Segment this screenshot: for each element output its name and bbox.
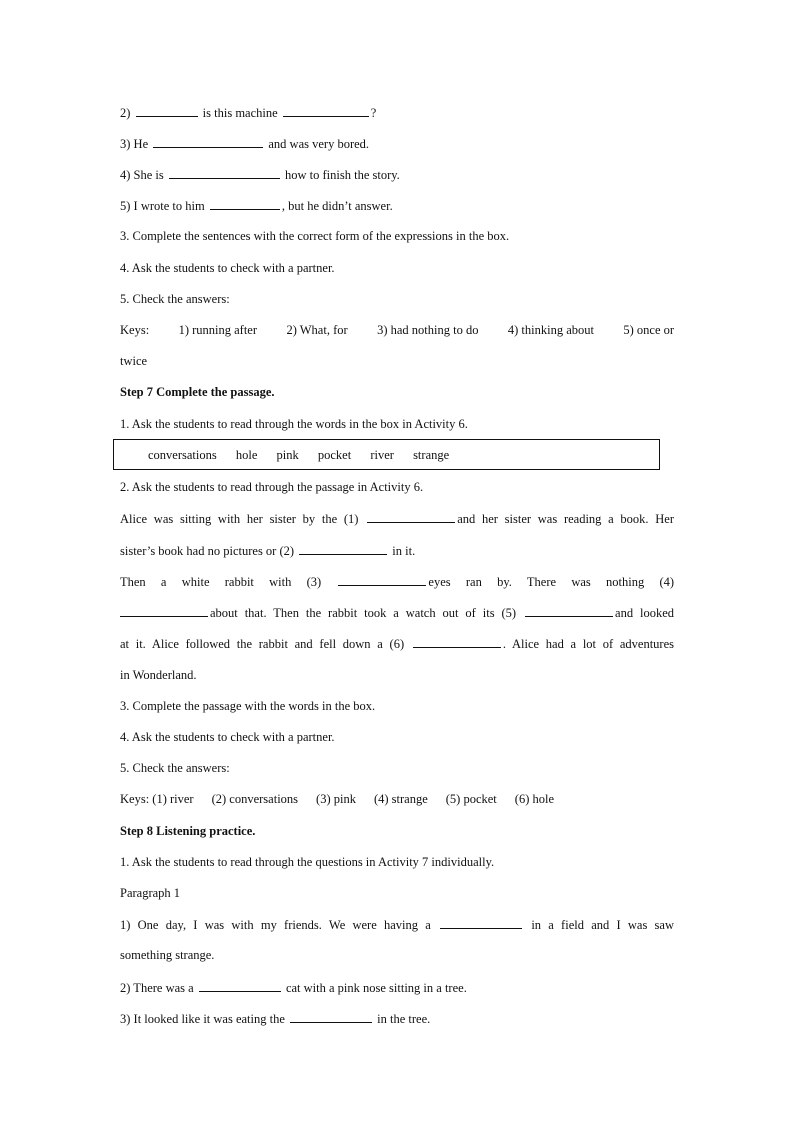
instruction: 3. Complete the passage with the words in the box. — [120, 699, 376, 713]
question-text: 3) It looked like it was eating the — [120, 1012, 285, 1026]
answer-keys-continued: twice — [120, 354, 148, 368]
answer-blank[interactable] — [199, 978, 281, 992]
key-item: (4) strange — [373, 792, 428, 806]
passage-text: about that. Then the rabbit took a watch out of its (5) — [210, 606, 517, 620]
answer-blank[interactable] — [136, 103, 198, 117]
key-item: Keys: (1) river — [120, 792, 194, 806]
question-3 — [120, 1009, 674, 1027]
passage-text: . Alice had a lot of adventures — [502, 637, 675, 651]
box-word: pocket — [317, 448, 352, 462]
passage-word: was — [571, 575, 591, 589]
question-text: 2) There was a — [120, 981, 194, 995]
instruction: 5. Check the answers: — [120, 761, 230, 775]
answer-keys — [120, 321, 674, 339]
key-item: 3) had nothing to do — [377, 323, 479, 337]
key-item: 5) once or — [623, 323, 675, 337]
passage-line — [120, 572, 674, 590]
instruction: 5. Check the answers: — [120, 292, 230, 306]
sentence-text: is this machine — [202, 106, 278, 120]
answer-blank[interactable] — [169, 165, 280, 179]
passage-word: nothing — [606, 575, 645, 589]
sentence-text: 4) She is — [120, 168, 164, 182]
answer-blank[interactable] — [440, 915, 522, 929]
key-item: 2) What, for — [286, 323, 348, 337]
key-item: 4) thinking about — [507, 323, 594, 337]
passage-word: eyes — [428, 575, 451, 589]
question-text: in a field and I was saw — [531, 918, 675, 932]
answer-blank[interactable] — [367, 509, 455, 523]
answer-blank[interactable] — [210, 196, 280, 210]
word-box — [113, 439, 660, 470]
sentence-text: 3) He — [120, 137, 149, 151]
passage-word: (3) — [306, 575, 322, 589]
box-word: river — [370, 448, 394, 462]
exercise-sentence-4 — [120, 165, 674, 183]
passage-line — [120, 541, 674, 559]
passage-text: Alice was sitting with her sister by the (1) — [120, 512, 359, 526]
passage-word: ran — [465, 575, 482, 589]
instruction: 1. Ask the students to read through the words in the box in Activity 6. — [120, 417, 468, 431]
answer-keys — [120, 790, 674, 808]
passage-word: with — [269, 575, 292, 589]
step-heading: Step 8 Listening practice. — [120, 824, 256, 838]
answer-blank[interactable] — [525, 603, 613, 617]
question-1 — [120, 915, 674, 933]
passage-word: (4) — [659, 575, 675, 589]
passage-text: in it. — [392, 544, 416, 558]
answer-blank[interactable] — [153, 134, 263, 148]
exercise-sentence-2 — [120, 103, 674, 121]
instruction: 4. Ask the students to check with a partner. — [120, 730, 335, 744]
key-item: (3) pink — [316, 792, 356, 806]
question-text: in the tree. — [377, 1012, 431, 1026]
passage-line — [120, 634, 674, 652]
passage-line — [120, 509, 674, 527]
box-word: pink — [276, 448, 299, 462]
instruction: 1. Ask the students to read through the questions in Activity 7 individually. — [120, 855, 495, 869]
exercise-sentence-5 — [120, 196, 674, 214]
box-word: conversations — [148, 448, 217, 462]
sentence-text: , but he didn’t answer. — [281, 199, 393, 213]
key-item: (6) hole — [514, 792, 555, 806]
passage-word: white — [181, 575, 210, 589]
question-2 — [120, 978, 674, 996]
exercise-sentence-3 — [120, 134, 674, 152]
passage-word: Then — [120, 575, 146, 589]
passage-word: There — [526, 575, 557, 589]
sentence-text: ? — [370, 106, 377, 120]
passage-text: and looked — [615, 606, 675, 620]
passage-word: a — [160, 575, 167, 589]
sentence-text: and was very bored. — [268, 137, 370, 151]
instruction: 2. Ask the students to read through the passage in Activity 6. — [120, 480, 424, 494]
passage-word: by. — [497, 575, 512, 589]
passage-line: in Wonderland. — [120, 668, 197, 682]
instruction: 3. Complete the sentences with the correct form of the expressions in the box. — [120, 229, 510, 243]
sentence-text: 2) — [120, 106, 131, 120]
answer-blank[interactable] — [290, 1009, 372, 1023]
key-item: (5) pocket — [445, 792, 497, 806]
passage-line — [120, 603, 674, 621]
key-label: Keys: — [120, 323, 150, 337]
box-word: strange — [413, 448, 450, 462]
question-text: 1) One day, I was with my friends. We were having a — [120, 918, 431, 932]
word-list — [148, 446, 465, 464]
passage-text: at it. Alice followed the rabbit and fell down a (6) — [120, 637, 405, 651]
sentence-text: how to finish the story. — [285, 168, 400, 182]
question-text: cat with a pink nose sitting in a tree. — [285, 981, 467, 995]
key-item: (2) conversations — [211, 792, 299, 806]
instruction: 4. Ask the students to check with a partner. — [120, 261, 335, 275]
paragraph-label: Paragraph 1 — [120, 886, 181, 900]
answer-blank[interactable] — [338, 572, 426, 586]
passage-word: rabbit — [224, 575, 254, 589]
passage-text: and her sister was reading a book. Her — [457, 512, 675, 526]
key-item: 1) running after — [178, 323, 258, 337]
box-word: hole — [235, 448, 258, 462]
question-1-continued: something strange. — [120, 948, 215, 962]
sentence-text: 5) I wrote to him — [120, 199, 205, 213]
step-heading: Step 7 Complete the passage. — [120, 385, 275, 399]
answer-blank[interactable] — [299, 541, 387, 555]
passage-text: sister’s book had no pictures or (2) — [120, 544, 295, 558]
answer-blank[interactable] — [283, 103, 369, 117]
answer-blank[interactable] — [120, 603, 208, 617]
answer-blank[interactable] — [413, 634, 501, 648]
